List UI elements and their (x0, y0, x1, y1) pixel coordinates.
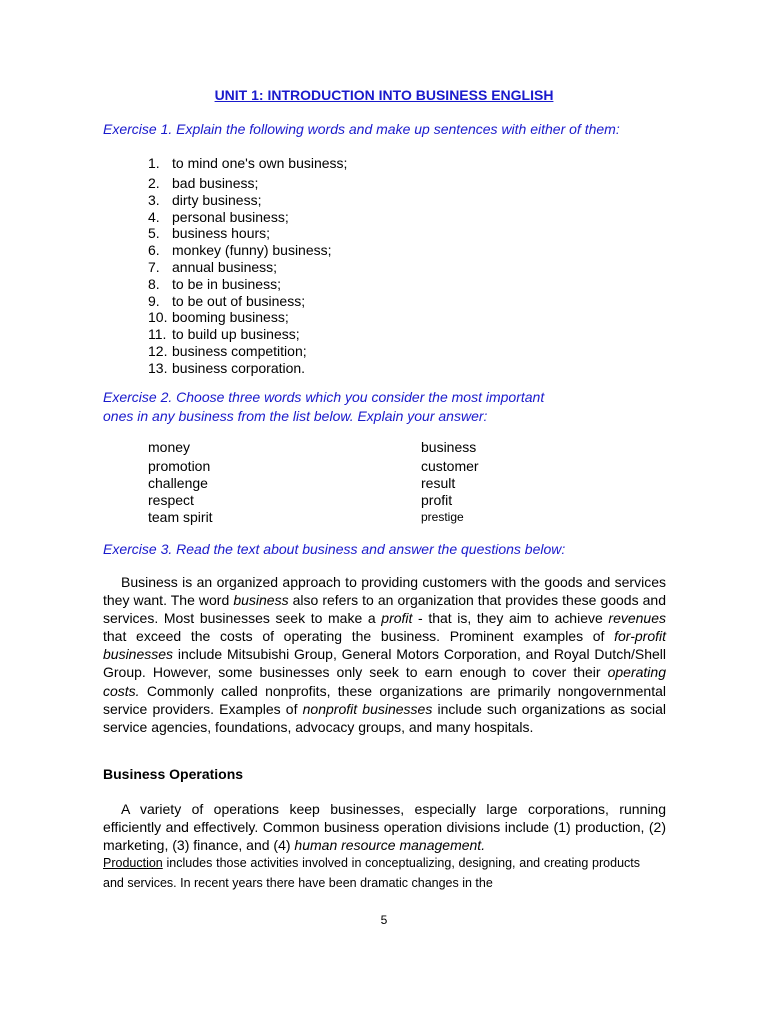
word-item: customer (421, 458, 479, 474)
list-item: 8. to be in business; (148, 275, 281, 292)
word-item: prestige (421, 510, 464, 524)
production-paragraph: Production includes those activities involved in conceptualizing, designing, and creating products and services. In recent years there have been dramatic changes in the (103, 856, 640, 890)
word-item: promotion (148, 458, 211, 474)
list-item: 13. business corporation. (148, 359, 306, 376)
exercise-1-list (148, 154, 347, 377)
word-item: business (421, 439, 477, 455)
page-number: 5 (380, 913, 388, 927)
production-term: Production (103, 856, 163, 870)
unit-title: UNIT 1: INTRODUCTION INTO BUSINESS ENGLISH (214, 87, 554, 103)
word-item: money (148, 439, 191, 455)
exercise-1-instruction: Exercise 1. Explain the following words and make up sentences with either of them: (103, 121, 620, 137)
list-item: 1. to mind one's own business; (148, 155, 348, 171)
word-item: profit (421, 492, 453, 508)
list-item: 9. to be out of business; (148, 292, 306, 309)
list-item: 5. business hours; (148, 225, 271, 242)
list-item: 4. personal business; (148, 208, 289, 225)
word-item: team spirit (148, 509, 213, 525)
section-heading: Business Operations (103, 766, 244, 782)
list-item: 6. monkey (funny) business; (148, 242, 332, 259)
list-item: 12. business competition; (148, 342, 307, 359)
word-item: challenge (148, 475, 208, 491)
list-item: 7. annual business; (148, 258, 278, 275)
list-item: 3. dirty business; (148, 191, 262, 208)
word-item: respect (148, 492, 194, 508)
list-item: 11. to build up business; (148, 326, 300, 343)
operations-paragraph: A variety of operations keep businesses, especially large corporations, running efficiently and effectively. Common business operation divisions include (1) production, (2) marketing, (3) finance, and (4) human resource management. (103, 801, 666, 854)
exercise-3-instruction: Exercise 3. Read the text about business and answer the questions below: (103, 541, 566, 557)
word-item: result (421, 475, 456, 491)
business-paragraph: Business is an organized approach to providing customers with the goods and services they want. The word business also refers to an organization that provides these goods and services. Most businesses seek to make a profit - that is, they aim to achieve revenues that exceed the costs of operating the business. Prominent examples of for-profit businesses include Mitsubishi Group, General Motors Corporation, and Royal Dutch/Shell Group. However, some businesses only seek to earn enough to cover their operating costs. Commonly called nonprofits, these organizations are primarily nongovernmental service providers. Examples of nonprofit businesses include such organizations as social service agencies, foundations, advocacy groups, and many hospitals. (103, 574, 666, 735)
list-item: 10. booming business; (148, 309, 289, 326)
exercise-2-instruction: Exercise 2. Choose three words which you consider the most important ones in any business from the list below. Explain your answer: (103, 389, 545, 424)
list-item: 2. bad business; (148, 175, 259, 191)
